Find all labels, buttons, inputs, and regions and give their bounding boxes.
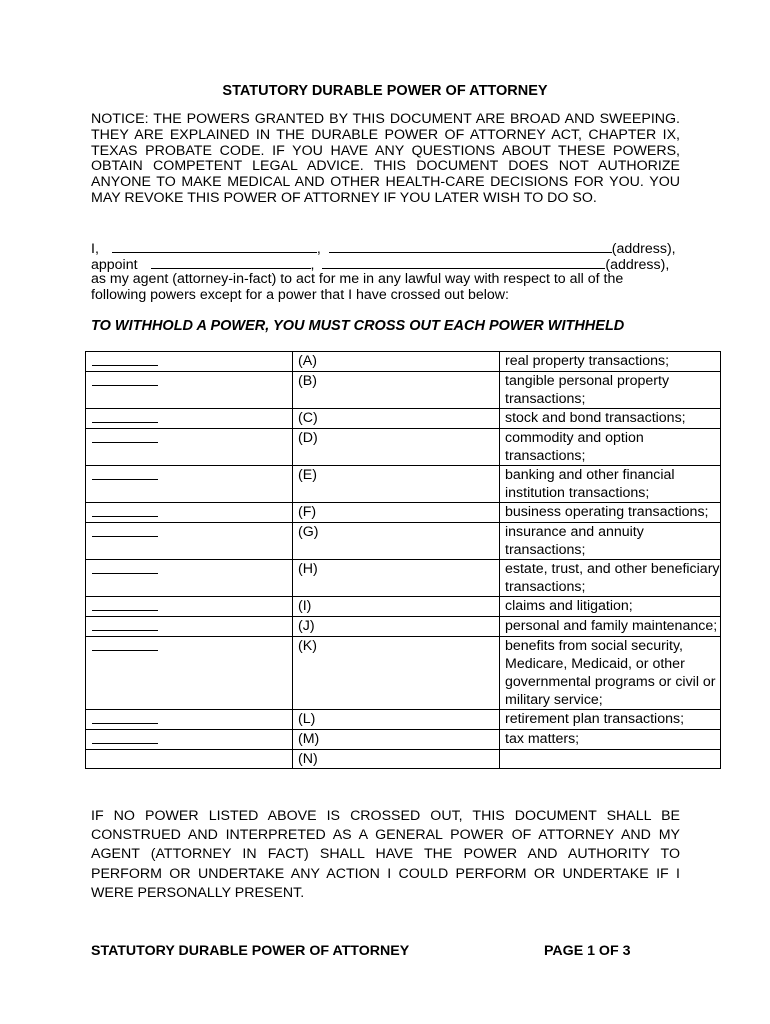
power-description: claims and litigation; (500, 597, 721, 617)
power-row (86, 560, 721, 597)
initials-cell (86, 710, 293, 730)
power-letter: (M) (293, 730, 500, 750)
initials-cell (86, 750, 293, 769)
initials-cell (86, 372, 293, 409)
initials-blank[interactable] (92, 466, 158, 480)
power-row (86, 710, 721, 730)
power-row (86, 352, 721, 372)
principal-address-label: (address), (611, 241, 676, 257)
grant-text: as my agent (attorney-in-fact) to act for me in any lawful way with respect to all of the following powers except for a power that I have crossed out below: (91, 271, 624, 303)
power-letter: (I) (293, 597, 500, 617)
initials-blank[interactable] (92, 617, 158, 631)
power-letter: (D) (293, 429, 500, 466)
initials-cell (86, 597, 293, 617)
page-number: PAGE 1 OF 3 (544, 943, 631, 959)
power-row (86, 409, 721, 429)
initials-cell (86, 429, 293, 466)
power-row (86, 372, 721, 409)
document-title: STATUTORY DURABLE POWER OF ATTORNEY (222, 83, 548, 99)
initials-blank[interactable] (92, 429, 158, 443)
power-description: insurance and annuity transactions; (500, 523, 721, 560)
initials-blank[interactable] (92, 637, 158, 651)
power-row (86, 597, 721, 617)
power-letter: (E) (293, 466, 500, 503)
power-row (86, 617, 721, 637)
initials-blank[interactable] (92, 503, 158, 517)
closing-paragraph: IF NO POWER LISTED ABOVE IS CROSSED OUT, THIS DOCUMENT SHALL BE CONSTRUED AND INTERPRETED AS A GENERAL POWER OF ATTORNEY AND MY AGENT (ATTORNEY IN FACT) SHALL HAVE THE POWER AND AUTHORITY TO PERFORM OR UNDERTAKE ANY ACTION I COULD PERFORM OR UNDERTAKE IF I WERE PERSONALLY PRESENT. (91, 808, 680, 901)
powers-table (85, 351, 721, 769)
principal-name-field[interactable] (112, 240, 317, 253)
initials-blank[interactable] (92, 730, 158, 744)
initials-cell (86, 503, 293, 523)
power-letter: (C) (293, 409, 500, 429)
initials-blank[interactable] (92, 710, 158, 724)
power-description: personal and family maintenance; (500, 617, 721, 637)
initials-cell (86, 466, 293, 503)
initials-blank[interactable] (92, 560, 158, 574)
power-description: stock and bond transactions; (500, 409, 721, 429)
principal-comma: , (316, 241, 321, 257)
power-description: tangible personal property transactions; (500, 372, 721, 409)
initials-blank[interactable] (92, 597, 158, 611)
principal-address-field[interactable] (329, 240, 612, 253)
power-letter: (K) (293, 637, 500, 710)
initials-blank[interactable] (92, 409, 158, 423)
power-row (86, 730, 721, 750)
power-description: business operating transactions; (500, 503, 721, 523)
initials-cell (86, 560, 293, 597)
principal-line (91, 240, 676, 257)
initials-blank[interactable] (92, 352, 158, 366)
power-description: retirement plan transactions; (500, 710, 721, 730)
power-row (86, 503, 721, 523)
initials-cell (86, 409, 293, 429)
initials-cell (86, 352, 293, 372)
agent-name-field[interactable] (151, 256, 311, 269)
agent-address-field[interactable] (322, 256, 605, 269)
agent-prefix: appoint (91, 257, 138, 273)
power-letter: (J) (293, 617, 500, 637)
initials-cell (86, 617, 293, 637)
power-letter: (L) (293, 710, 500, 730)
power-row (86, 429, 721, 466)
notice-paragraph: NOTICE: THE POWERS GRANTED BY THIS DOCUMENT ARE BROAD AND SWEEPING. THEY ARE EXPLAINED IN THE DURABLE POWER OF ATTORNEY ACT, CHAPTER IX, TEXAS PROBATE CODE. IF YOU HAVE ANY QUESTIONS ABOUT THESE POWERS, OBTAIN COMPETENT LEGAL ADVICE. THIS DOCUMENT DOES NOT AUTHORIZE ANYONE TO MAKE MEDICAL AND OTHER HEALTH-CARE DECISIONS FOR YOU. YOU MAY REVOKE THIS POWER OF ATTORNEY IF YOU LATER WISH TO DO SO. (91, 111, 680, 206)
footer-title: STATUTORY DURABLE POWER OF ATTORNEY (91, 943, 410, 959)
power-letter: (H) (293, 560, 500, 597)
agent-comma: , (310, 257, 315, 273)
power-description: estate, trust, and other beneficiary transactions; (500, 560, 721, 597)
principal-prefix: I, (91, 241, 99, 257)
power-description: real property transactions; (500, 352, 721, 372)
power-letter: (A) (293, 352, 500, 372)
initials-cell (86, 523, 293, 560)
power-description (500, 750, 721, 769)
power-row (86, 637, 721, 710)
power-letter: (B) (293, 372, 500, 409)
initials-cell (86, 730, 293, 750)
power-letter: (G) (293, 523, 500, 560)
power-letter: (F) (293, 503, 500, 523)
initials-blank[interactable] (92, 372, 158, 386)
agent-address-label: (address), (605, 257, 670, 273)
initials-blank[interactable] (92, 523, 158, 537)
withhold-heading: TO WITHHOLD A POWER, YOU MUST CROSS OUT EACH POWER WITHHELD (91, 318, 625, 334)
power-letter: (N) (293, 750, 500, 769)
power-description: tax matters; (500, 730, 721, 750)
initials-cell (86, 637, 293, 710)
power-description: commodity and option transactions; (500, 429, 721, 466)
power-description: benefits from social security, Medicare, Medicaid, or other governmental programs or civil or military service; (500, 637, 721, 710)
power-row (86, 750, 721, 769)
power-row (86, 523, 721, 560)
power-description: banking and other financial institution transactions; (500, 466, 721, 503)
power-row (86, 466, 721, 503)
